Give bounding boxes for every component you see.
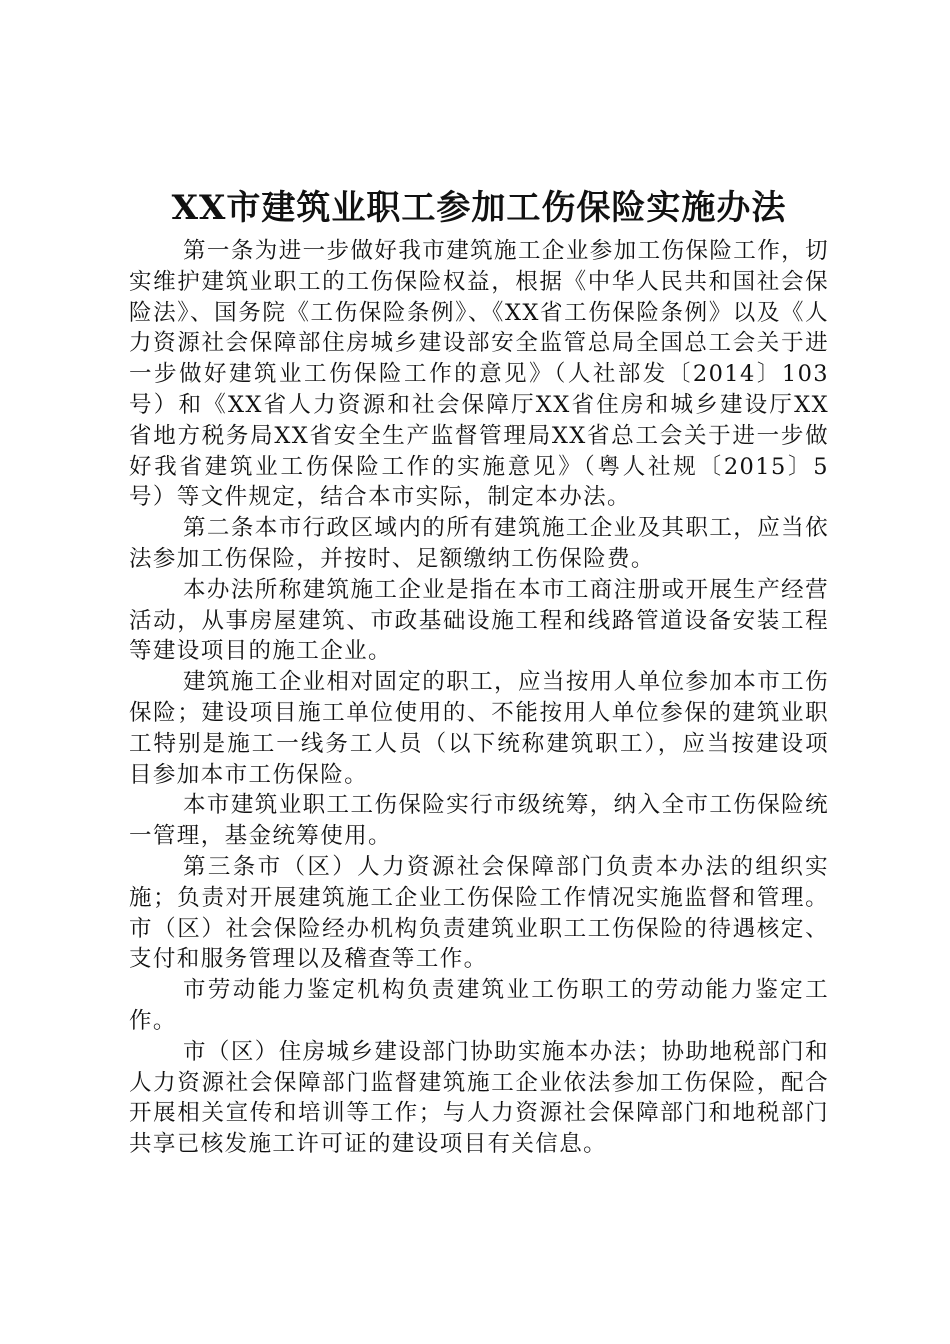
- paragraph-definition: 本办法所称建筑施工企业是指在本市工商注册或开展生产经营活动，从事房屋建筑、市政基础设施工程和线路管道设备安装工程等建设项目的施工企业。: [129, 576, 829, 665]
- paragraph-article-1: 第一条为进一步做好我市建筑施工企业参加工伤保险工作，切实维护建筑业职工的工伤保险权益，根据《中华人民共和国社会保险法》、国务院《工伤保险条例》、《XX省工伤保险条例》以及《人力资源社会保障部住房城乡建设部安全监管总局全国总工会关于进一步做好建筑业工伤保险工作的意见》（人社部发〔2014〕103号）和《XX省人力资源和社会保障厅XX省住房和城乡建设厅XX省地方税务局XX省安全生产监督管理局XX省总工会关于进一步做好我省建筑业工伤保险工作的实施意见》（粤人社规〔2015〕5号）等文件规定，结合本市实际，制定本办法。: [129, 238, 829, 511]
- paragraph-appraisal: 市劳动能力鉴定机构负责建筑业工伤职工的劳动能力鉴定工作。: [129, 977, 829, 1034]
- paragraph-fixed-workers: 建筑施工企业相对固定的职工，应当按用人单位参加本市工伤保险；建设项目施工单位使用的、不能按用人单位参保的建筑业职工特别是施工一线务工人员（以下统称建筑职工），应当按建设项目参加本市工伤保险。: [129, 669, 829, 788]
- document-page: [129, 186, 829, 1160]
- paragraph-housing-dept: 市（区）住房城乡建设部门协助实施本办法；协助地税部门和人力资源社会保障部门监督建筑施工企业依法参加工伤保险，配合开展相关宣传和培训等工作；与人力资源社会保障部门和地税部门共享已核发施工许可证的建设项目有关信息。: [129, 1038, 829, 1158]
- paragraph-article-3: 第三条市（区）人力资源社会保障部门负责本办法的组织实施；负责对开展建筑施工企业工伤保险工作情况实施监督和管理。市（区）社会保险经办机构负责建筑业职工工伤保险的待遇核定、支付和服务管理以及稽查等工作。: [129, 853, 829, 973]
- paragraph-article-2: 第二条本市行政区域内的所有建筑施工企业及其职工，应当依法参加工伤保险，并按时、足额缴纳工伤保险费。: [129, 515, 829, 572]
- document-title: XX市建筑业职工参加工伤保险实施办法: [171, 188, 787, 228]
- paragraph-city-pooling: 本市建筑业职工工伤保险实行市级统筹，纳入全市工伤保险统一管理，基金统筹使用。: [129, 792, 829, 850]
